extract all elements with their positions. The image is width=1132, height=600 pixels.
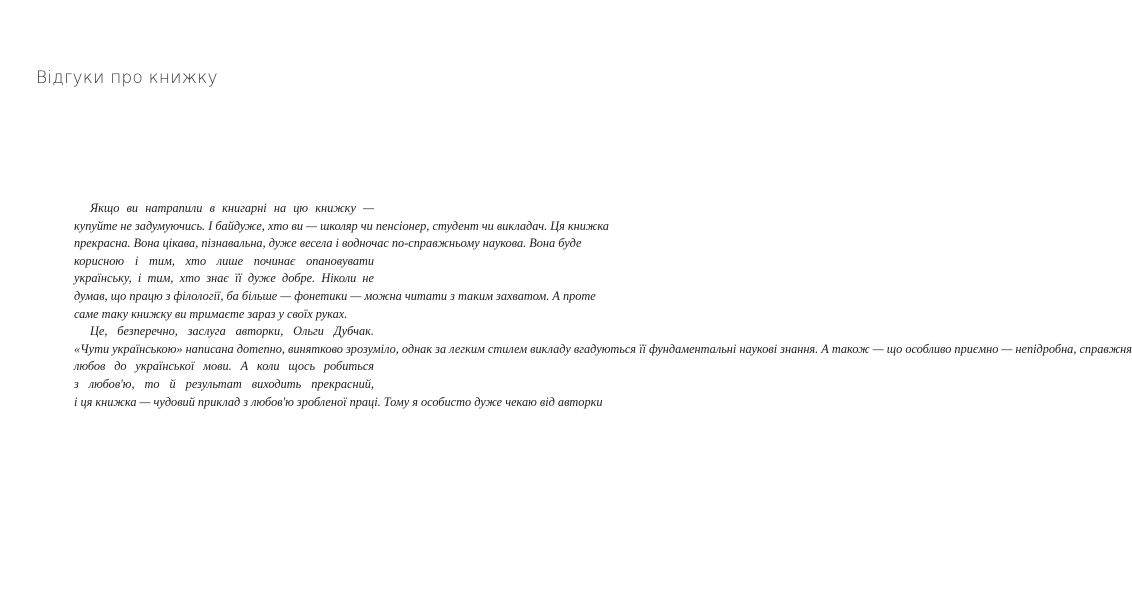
text-line: думав, що працю з філології, ба більше — фонетики — можна читати з таким захватом. А проте	[74, 288, 596, 303]
review-text	[74, 200, 1132, 411]
text-line: Це, безперечно, заслуга авторки, Ольги Дубчак.	[90, 324, 374, 339]
page-heading: Відгуки про книжку	[36, 68, 218, 88]
text-line: «Чути українською» написана дотепно, винятково зрозуміло, однак за легким стилем викладу вгадуються її фундаментальні наукові знання. А також — що особливо приємно — непідробна, справжня	[74, 341, 1132, 356]
text-line: любов до української мови. А коли щось робиться	[74, 359, 374, 374]
text-line: купуйте не задумуючись. І байдуже, хто ви — школяр чи пенсіонер, студент чи викладач. Ця книжка	[74, 218, 609, 233]
text-line: корисною і тим, хто лише починає опановувати	[74, 253, 374, 268]
text-line: Якщо ви натрапили в книгарні на цю книжку —	[90, 201, 374, 215]
text-line: прекрасна. Вона цікава, пізнавальна, дуже весела і водночас по-справжньому наукова. Вона буде	[74, 236, 582, 251]
text-line: і ця книжка — чудовий приклад з любов'ю зробленої праці. Тому я особисто дуже чекаю від авторки	[74, 394, 603, 409]
text-line: саме таку книжку ви тримаєте зараз у своїх руках.	[74, 306, 348, 321]
text-line: українську, і тим, хто знає її дуже добре. Ніколи не	[74, 271, 374, 286]
text-line: з любов'ю, то й результат виходить прекрасний,	[74, 376, 374, 391]
